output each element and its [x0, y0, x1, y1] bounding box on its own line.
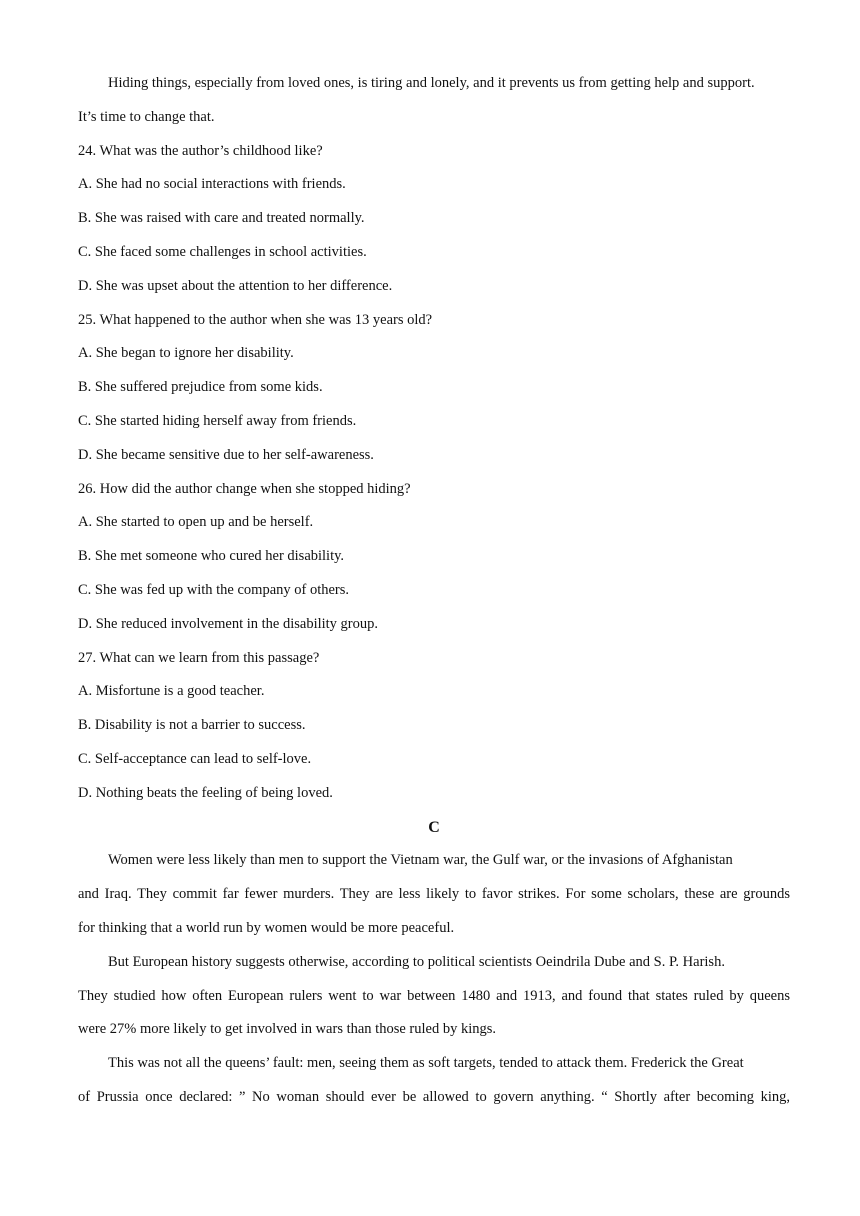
passage-text-line: of Prussia once declared: ” No woman should ever be allowed to govern anything. “ Shortly after becoming king, — [78, 1088, 790, 1105]
answer-option: B. She met someone who cured her disability. — [78, 548, 345, 565]
passage-text-line: This was not all the queens’ fault: men, seeing them as soft targets, tended to attack them. Frederick the Great — [108, 1055, 744, 1072]
answer-option: C. She was fed up with the company of others. — [78, 581, 350, 598]
answer-option: D. Nothing beats the feeling of being loved. — [78, 784, 333, 801]
passage-c-paragraph-2 — [78, 946, 790, 1047]
question-stem: 25. What happened to the author when she was 13 years old? — [78, 311, 433, 328]
question-stem: 27. What can we learn from this passage? — [78, 649, 320, 666]
answer-option: D. She was upset about the attention to her difference. — [78, 277, 393, 294]
passage-c-paragraph-3 — [78, 1047, 790, 1115]
passage-text-line: It’s time to change that. — [78, 108, 215, 125]
question-24 — [78, 135, 790, 304]
passage-text-line: Hiding things, especially from loved ones, is tiring and lonely, and it prevents us from getting help and support. — [108, 75, 755, 91]
passage-text-line: Women were less likely than men to support the Vietnam war, the Gulf war, or the invasions of Afghanistan — [108, 852, 733, 869]
passage-text-line: They studied how often European rulers went to war between 1480 and 1913, and found that states ruled by queens — [78, 987, 790, 1004]
passage-text-line: for thinking that a world run by women would be more peaceful. — [78, 919, 455, 936]
answer-option: A. She began to ignore her disability. — [78, 345, 294, 362]
section-heading: C — [428, 818, 440, 836]
answer-option: B. Disability is not a barrier to success. — [78, 717, 306, 734]
question-stem: 24. What was the author’s childhood like? — [78, 142, 323, 159]
passage-c-paragraph-1 — [78, 844, 790, 945]
answer-option: C. Self-acceptance can lead to self-love. — [78, 750, 312, 767]
answer-option: C. She faced some challenges in school activities. — [78, 243, 367, 260]
passage-text-line: But European history suggests otherwise, according to political scientists Oeindrila Dube and S. P. Harish. — [108, 953, 725, 970]
answer-option: A. She had no social interactions with friends. — [78, 176, 346, 193]
question-27 — [78, 642, 790, 811]
question-25 — [78, 304, 790, 473]
answer-option: A. She started to open up and be herself. — [78, 514, 314, 531]
exam-page — [78, 67, 790, 1115]
answer-option: B. She was raised with care and treated normally. — [78, 210, 365, 227]
answer-option: D. She became sensitive due to her self-awareness. — [78, 446, 374, 463]
answer-option: D. She reduced involvement in the disability group. — [78, 615, 379, 632]
passage-text-line: were 27% more likely to get involved in wars than those ruled by kings. — [78, 1021, 496, 1038]
answer-option: B. She suffered prejudice from some kids. — [78, 379, 323, 396]
answer-option: C. She started hiding herself away from friends. — [78, 412, 357, 429]
passage-text-line: and Iraq. They commit far fewer murders. They are less likely to favor strikes. For some scholars, these are grounds — [78, 886, 790, 903]
question-stem: 26. How did the author change when she stopped hiding? — [78, 480, 411, 497]
question-26 — [78, 473, 790, 642]
answer-option: A. Misfortune is a good teacher. — [78, 683, 265, 700]
